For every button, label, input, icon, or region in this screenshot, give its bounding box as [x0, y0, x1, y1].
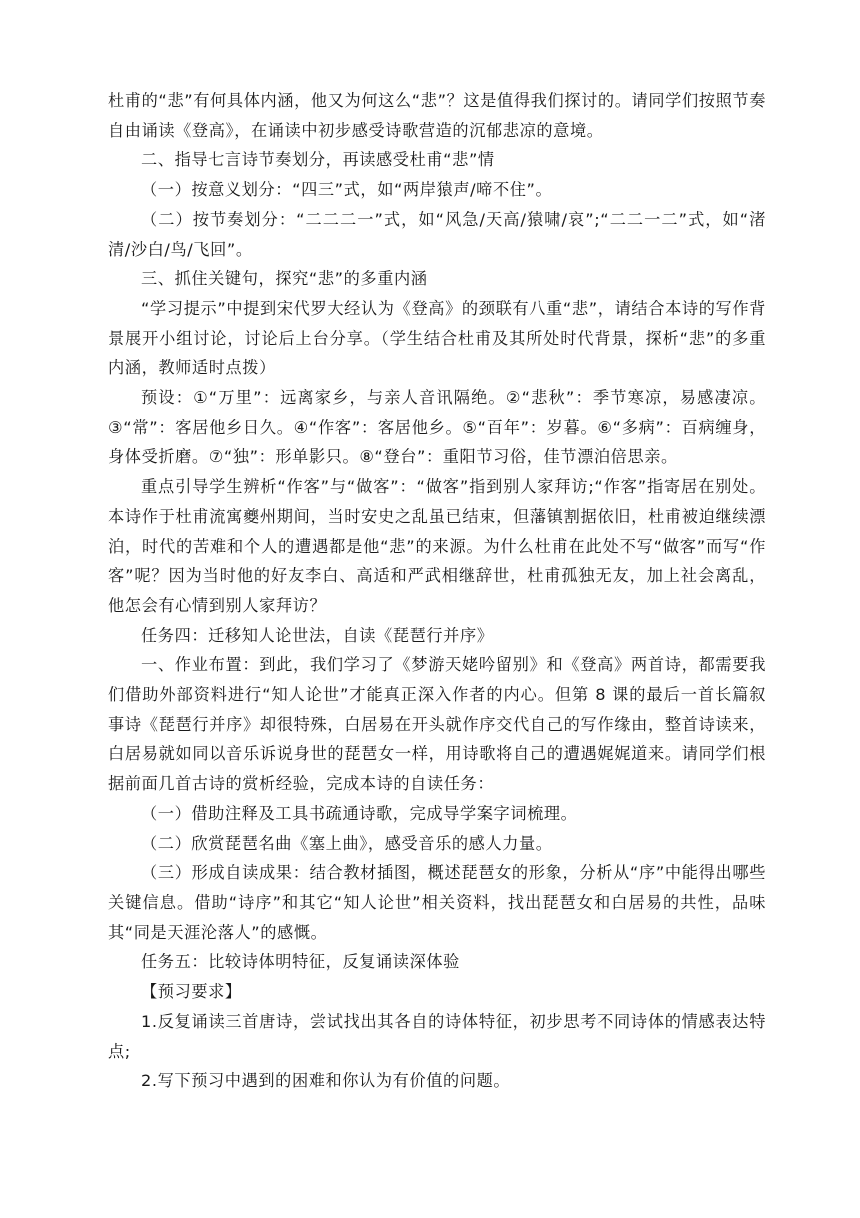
paragraph-homework: 一、作业布置：到此，我们学习了《梦游天姥吟留别》和《登高》两首诗，都需要我们借助外部资料进行“知人论世”才能真正深入作者的内心。但第 8 课的最后一首长篇叙事诗《琵琶行并序》却很特殊，白居易在开头就作序交代自己的写作缘由，整首诗读来，白居易就如同以音乐诉说身世的琵琶女一样，用诗歌将自己的遭遇娓娓道来。请同学们根据前面几首古诗的赏析经验，完成本诗的自读任务：: [108, 655, 766, 794]
list-item-rhythm-division: （二）按节奏划分：“二二二一”式，如“风急/天高/猿啸/哀”;“二二一二”式，如“渚清/沙白/鸟/飞回”。: [108, 209, 766, 259]
heading-task-four: 任务四：迁移知人论世法，自读《琵琶行并序》: [141, 625, 494, 645]
paragraph-preset: 预设：①“万里”：远离家乡，与亲人音讯隔绝。②“悲秋”：季节寒凉，易感凄凉。③“常”：客居他乡日久。④“作客”：客居他乡。⑤“百年”：岁暮。⑥“多病”：百病缠身，身体受折磨。⑦“独”：形单影只。⑧“登台”：重阳节习俗，佳节漂泊倍思亲。: [108, 388, 766, 467]
list-item-requirement-1: 1.反复诵读三首唐诗，尝试找出其各自的诗体特征，初步思考不同诗体的情感表达特点;: [108, 1011, 766, 1061]
paragraph-learning-tip: “学习提示”中提到宋代罗大经认为《登高》的颈联有八重“悲”，请结合本诗的写作背景展开小组讨论，讨论后上台分享。（学生结合杜甫及其所处时代背景，探析“悲”的多重内涵，教师适时点拨）: [108, 298, 766, 378]
list-item-self-reading: （三）形成自读成果：结合教材插图，概述琵琶女的形象，分析从“序”中能得出哪些关键信息。借助“诗序”和其它“知人论世”相关资料，找出琵琶女和白居易的共性，品味其“同是天涯沦落人”的感慨。: [108, 863, 766, 942]
document-page: [108, 86, 766, 1096]
list-item-annotation: （一）借助注释及工具书疏通诗歌，完成导学案字词梳理。: [141, 803, 578, 823]
heading-task-five: 任务五：比较诗体明特征，反复诵读深体验: [141, 952, 460, 972]
list-item-requirement-2: 2.写下预习中遇到的困难和你认为有价值的问题。: [141, 1071, 511, 1091]
paragraph-intro: 杜甫的“悲”有何具体内涵，他又为何这么“悲”？这是值得我们探讨的。请同学们按照节奏自由诵读《登高》，在诵读中初步感受诗歌营造的沉郁悲凉的意境。: [108, 91, 766, 140]
heading-rhythm-guidance: 二、指导七言诗节奏划分，再读感受杜甫“悲”情: [141, 150, 495, 170]
paragraph-zuoke-analysis: 重点引导学生辨析“作客”与“做客”：“做客”指到别人家拜访;“作客”指寄居在别处。本诗作于杜甫流寓夔州期间，当时安史之乱虽已结束，但藩镇割据依旧，杜甫被迫继续漂泊，时代的苦难和个人的遭遇都是他“悲”的来源。为什么杜甫在此处不写“做客”而写“作客”呢？因为当时他的好友李白、高适和严武相继辞世，杜甫孤独无友，加上社会离乱，他怎会有心情到别人家拜访？: [108, 477, 766, 615]
heading-preview-requirements: 【预习要求】: [141, 982, 242, 1002]
list-item-meaning-division: （一）按意义划分：“四三”式，如“两岸猿声/啼不住”。: [141, 180, 553, 200]
list-item-music: （二）欣赏琵琶名曲《塞上曲》，感受音乐的感人力量。: [141, 833, 553, 853]
heading-key-sentence: 三、抓住关键句，探究“悲”的多重内涵: [141, 269, 428, 289]
